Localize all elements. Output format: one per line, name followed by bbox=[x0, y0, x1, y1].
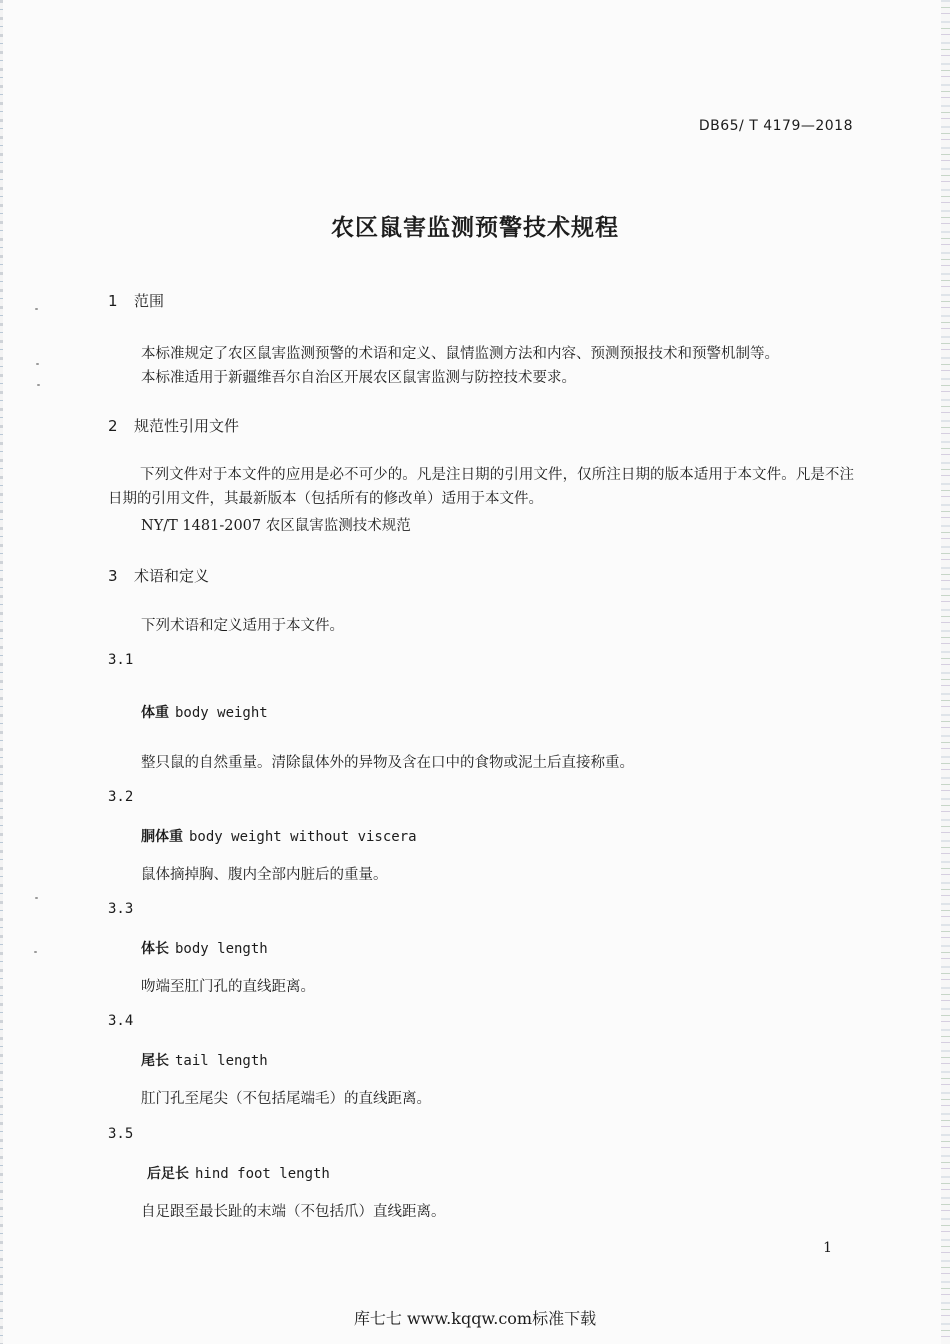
term-zh: 体重 bbox=[141, 705, 169, 721]
paragraph: 本标准适用于新疆维吾尔自治区开展农区鼠害监测与防控技术要求。 bbox=[141, 370, 576, 386]
scan-speck bbox=[37, 384, 40, 386]
document-title: 农区鼠害监测预警技术规程 bbox=[331, 215, 619, 241]
term bbox=[141, 702, 268, 722]
section-number: 3 bbox=[108, 567, 118, 585]
term-en: body weight without viscera bbox=[189, 829, 417, 845]
term bbox=[141, 1050, 268, 1070]
term-number: 3.4 bbox=[108, 1013, 134, 1029]
section-number: 2 bbox=[108, 417, 118, 435]
section-heading bbox=[108, 290, 164, 311]
term bbox=[147, 1163, 330, 1183]
paragraph: 下列术语和定义适用于本文件。 bbox=[141, 618, 344, 634]
term-en: tail length bbox=[175, 1053, 268, 1069]
term-number: 3.3 bbox=[108, 901, 134, 917]
scan-speck bbox=[34, 951, 37, 953]
term bbox=[141, 826, 417, 846]
term bbox=[141, 938, 268, 958]
term-definition: 整只鼠的自然重量。清除鼠体外的异物及含在口中的食物或泥土后直接称重。 bbox=[141, 755, 634, 771]
term-zh: 后足长 bbox=[147, 1166, 189, 1182]
term-definition: 肛门孔至尾尖（不包括尾端毛）的直线距离。 bbox=[141, 1091, 431, 1107]
section-title: 规范性引用文件 bbox=[134, 417, 240, 435]
footer-watermark: 库七七 www.kqqw.com标准下载 bbox=[353, 1309, 597, 1328]
term-zh: 胴体重 bbox=[141, 829, 183, 845]
section-title: 术语和定义 bbox=[134, 567, 210, 585]
scan-speck bbox=[35, 897, 38, 899]
standard-code: DB65/ T 4179—2018 bbox=[698, 118, 853, 134]
scan-speck bbox=[35, 308, 38, 310]
section-heading bbox=[108, 565, 209, 586]
section-title: 范围 bbox=[134, 292, 165, 310]
term-zh: 体长 bbox=[141, 941, 169, 957]
term-definition: 鼠体摘掉胸、腹内全部内脏后的重量。 bbox=[141, 867, 388, 883]
paragraph: 本标准规定了农区鼠害监测预警的术语和定义、鼠情监测方法和内容、预测预报技术和预警机制等。 bbox=[141, 346, 779, 362]
paragraph: 下列文件对于本文件的应用是必不可少的。凡是注日期的引用文件，仅所注日期的版本适用于本文件。凡是不注日期的引用文件，其最新版本（包括所有的修改单）适用于本文件。 bbox=[108, 467, 854, 507]
scan-speck bbox=[36, 363, 39, 365]
term-number: 3.5 bbox=[108, 1126, 134, 1142]
term-zh: 尾长 bbox=[141, 1053, 169, 1069]
term-en: body length bbox=[175, 941, 268, 957]
section-number: 1 bbox=[108, 292, 118, 310]
term-number: 3.2 bbox=[108, 789, 134, 805]
normative-reference: NY/T 1481-2007 农区鼠害监测技术规范 bbox=[141, 518, 411, 534]
term-definition: 吻端至肛门孔的直线距离。 bbox=[141, 979, 315, 995]
scan-edge-right bbox=[941, 0, 950, 1344]
page-number: 1 bbox=[823, 1240, 832, 1256]
scan-edge-left bbox=[0, 0, 3, 1344]
term-definition: 自足跟至最长趾的末端（不包括爪）直线距离。 bbox=[141, 1204, 446, 1220]
term-number: 3.1 bbox=[108, 652, 134, 668]
section-heading bbox=[108, 415, 239, 436]
term-en: hind foot length bbox=[195, 1166, 330, 1182]
term-en: body weight bbox=[175, 705, 268, 721]
